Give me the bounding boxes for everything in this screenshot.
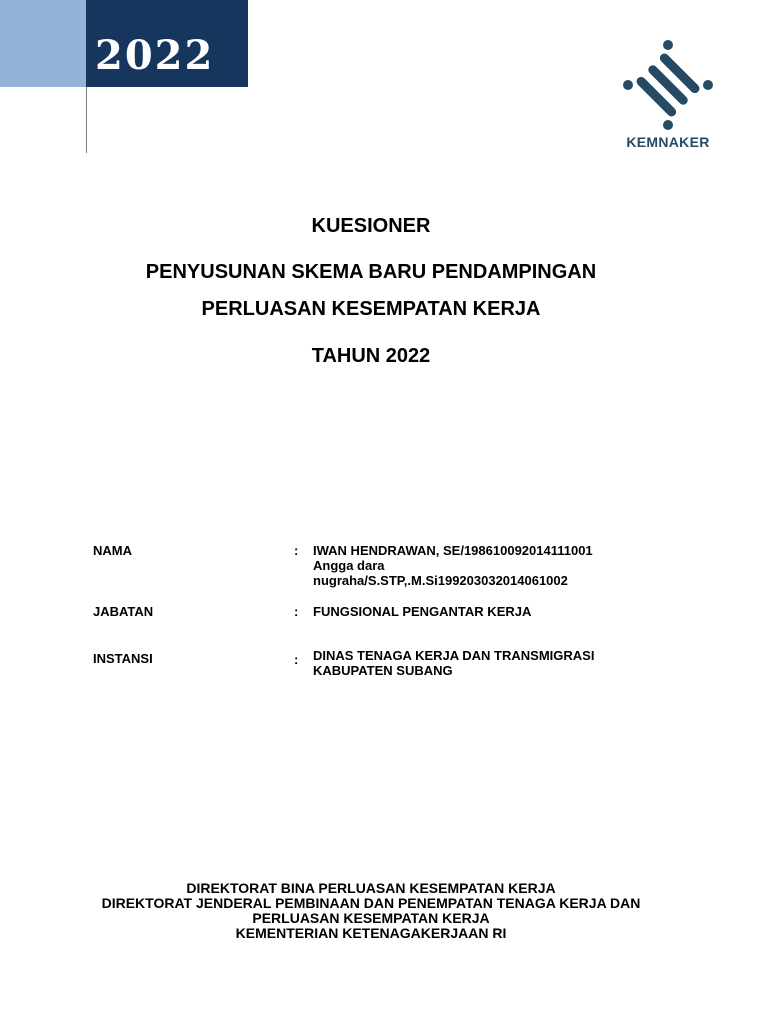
field-nama-value-line: Angga dara xyxy=(313,558,385,573)
kemnaker-logo xyxy=(614,40,722,150)
doc-subtitle-line1: PENYUSUNAN SKEMA BARU PENDAMPINGAN xyxy=(145,261,597,283)
doc-subtitle-line2: PERLUASAN KESEMPATAN KERJA xyxy=(201,298,541,320)
doc-year-title: TAHUN 2022 xyxy=(311,345,431,367)
field-nama-value-line: nugraha/S.STP,.M.Si199203032014061002 xyxy=(313,573,568,588)
field-instansi-value xyxy=(313,648,643,678)
header-divider-line xyxy=(86,87,87,153)
logo-text: KEMNAKER xyxy=(626,134,710,150)
footer-line: PERLUASAN KESEMPATAN KERJA xyxy=(252,910,490,926)
field-instansi-label: INSTANSI xyxy=(93,651,153,666)
doc-title: KUESIONER xyxy=(311,215,431,237)
field-nama-colon: : xyxy=(294,543,299,558)
field-instansi-value-line: DINAS TENAGA KERJA DAN TRANSMIGRASI xyxy=(313,648,595,663)
field-instansi-colon: : xyxy=(294,652,299,667)
footer-line: DIREKTORAT JENDERAL PEMBINAAN DAN PENEMPATAN TENAGA KERJA DAN xyxy=(101,895,641,911)
year-badge: 2022 xyxy=(95,32,215,79)
field-jabatan-label: JABATAN xyxy=(93,604,154,619)
field-jabatan-value: FUNGSIONAL PENGANTAR KERJA xyxy=(313,604,532,619)
field-instansi-value-line: KABUPATEN SUBANG xyxy=(313,663,453,678)
footer-line: DIREKTORAT BINA PERLUASAN KESEMPATAN KERJA xyxy=(186,880,556,896)
field-nama-value-line: IWAN HENDRAWAN, SE/198610092014111001 xyxy=(313,543,593,558)
footer-line: KEMENTERIAN KETENAGAKERJAAN RI xyxy=(235,925,507,941)
header-light-block xyxy=(0,0,86,87)
footer-institution xyxy=(0,881,742,941)
field-nama-value xyxy=(313,543,643,588)
kemnaker-logo-icon xyxy=(620,40,716,130)
field-nama-label: NAMA xyxy=(93,543,132,558)
field-jabatan-colon: : xyxy=(294,604,299,619)
